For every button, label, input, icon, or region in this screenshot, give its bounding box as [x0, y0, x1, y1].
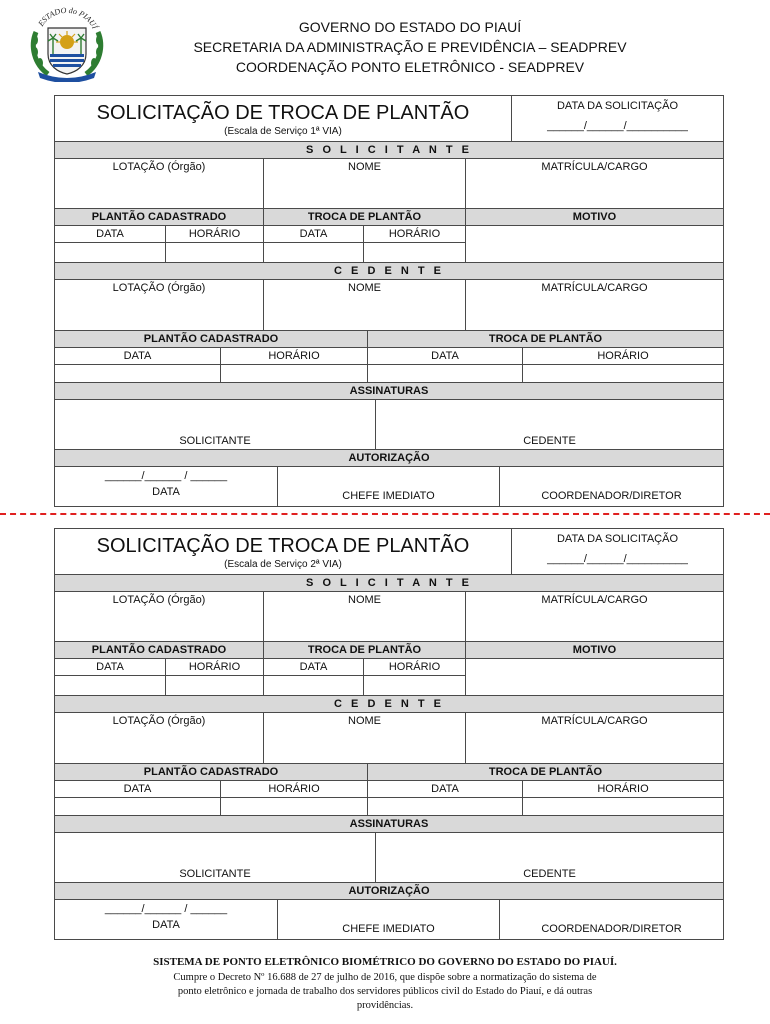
motivo-header: MOTIVO — [465, 209, 723, 225]
horario-label: HORÁRIO — [188, 661, 241, 673]
solicitante-section-header: S O L I C I T A N T E — [55, 574, 723, 592]
header-secretaria: SECRETARIA DA ADMINISTRAÇÃO E PREVIDÊNCIA – SEADPREV — [193, 39, 627, 55]
chefe-imediato-signature-field[interactable] — [277, 467, 499, 506]
cedente-lotacao-field[interactable] — [55, 713, 263, 763]
solicitante-matricula-field[interactable] — [465, 592, 723, 641]
chefe-imediato-signature-field[interactable] — [277, 900, 499, 939]
horario-label: HORÁRIO — [388, 661, 441, 673]
cedente-nome-field[interactable] — [263, 713, 465, 763]
coordenador-signature-field[interactable] — [499, 900, 723, 939]
cedente-troca-horario-input[interactable] — [522, 365, 723, 382]
troca-plantao-header: TROCA DE PLANTÃO — [263, 642, 465, 658]
troca-data-input[interactable] — [263, 243, 363, 262]
plantao-horario-input[interactable] — [165, 243, 263, 262]
data-label: DATA — [123, 783, 152, 795]
authorization-date-blank: ______/______ / ______ — [104, 903, 228, 915]
cedente-lotacao-field[interactable] — [55, 280, 263, 330]
horario-label: HORÁRIO — [268, 350, 320, 362]
solicitante-signature-label: SOLICITANTE — [179, 868, 251, 880]
solicitante-lotacao-field[interactable] — [55, 592, 263, 641]
solicitante-section-header: S O L I C I T A N T E — [55, 141, 723, 159]
cedente-plantao-data-input[interactable] — [55, 798, 220, 815]
motivo-input[interactable] — [465, 659, 723, 695]
authorization-date-field[interactable] — [55, 467, 277, 506]
footer-decree-text — [90, 971, 680, 1013]
plantao-horario-input[interactable] — [165, 676, 263, 695]
coordenador-signature-field[interactable] — [499, 467, 723, 506]
cedente-troca-plantao-header: TROCA DE PLANTÃO — [367, 764, 723, 780]
plantao-data-input[interactable] — [55, 676, 165, 695]
authorization-date-label: DATA — [152, 919, 180, 931]
footer-line-3: providências. — [356, 1000, 414, 1011]
matricula-label: MATRÍCULA/CARGO — [541, 594, 648, 606]
authorization-date-field[interactable] — [55, 900, 277, 939]
footer-line-1: Cumpre o Decreto Nº 16.688 de 27 de julho de 2016, que dispõe sobre a normatização do sistema de — [173, 972, 597, 983]
request-date-label: DATA DA SOLICITAÇÃO — [556, 100, 679, 112]
data-label: DATA — [96, 228, 124, 240]
form-title: SOLICITAÇÃO DE TROCA DE PLANTÃO — [96, 102, 470, 124]
matricula-label: MATRÍCULA/CARGO — [541, 282, 648, 294]
cedente-section-header: C E D E N T E — [55, 695, 723, 713]
horario-label: HORÁRIO — [388, 228, 441, 240]
request-date-field[interactable] — [511, 96, 723, 142]
data-label: DATA — [123, 350, 152, 362]
lotacao-label: LOTAÇÃO (Órgão) — [112, 282, 206, 294]
lotacao-label: LOTAÇÃO (Órgão) — [112, 715, 206, 727]
form-title: SOLICITAÇÃO DE TROCA DE PLANTÃO — [96, 535, 470, 557]
troca-plantao-header: TROCA DE PLANTÃO — [263, 209, 465, 225]
authorization-date-label: DATA — [152, 486, 180, 498]
solicitante-nome-field[interactable] — [263, 159, 465, 208]
solicitante-matricula-field[interactable] — [465, 159, 723, 208]
cedente-troca-data-input[interactable] — [367, 365, 522, 382]
troca-horario-input[interactable] — [363, 676, 465, 695]
cedente-nome-field[interactable] — [263, 280, 465, 330]
horario-label: HORÁRIO — [597, 783, 649, 795]
footer-line-2: ponto eletrônico e jornada de trabalho dos servidores públicos civil do Estado do Piauí, e dá outras — [177, 986, 593, 997]
assinaturas-section-header: ASSINATURAS — [55, 815, 723, 833]
cedente-section-header: C E D E N T E — [55, 262, 723, 280]
request-date-label: DATA DA SOLICITAÇÃO — [556, 533, 679, 545]
cedente-troca-data-input[interactable] — [367, 798, 522, 815]
cedente-plantao-cadastrado-header: PLANTÃO CADASTRADO — [143, 766, 279, 778]
chefe-imediato-label: CHEFE IMEDIATO — [342, 490, 435, 502]
lotacao-label: LOTAÇÃO (Órgão) — [112, 161, 206, 173]
nome-label: NOME — [348, 161, 381, 173]
cedente-matricula-field[interactable] — [465, 713, 723, 763]
chefe-imediato-label: CHEFE IMEDIATO — [342, 923, 435, 935]
motivo-input[interactable] — [465, 226, 723, 262]
solicitante-signature-field[interactable] — [55, 400, 375, 449]
coordenador-label: COORDENADOR/DIRETOR — [541, 490, 682, 502]
solicitante-lotacao-field[interactable] — [55, 159, 263, 208]
autorizacao-section-header: AUTORIZAÇÃO — [55, 449, 723, 467]
data-label: DATA — [431, 350, 459, 362]
motivo-header: MOTIVO — [465, 642, 723, 658]
header-coordenacao: COORDENAÇÃO PONTO ELETRÔNICO - SEADPREV — [235, 59, 585, 75]
cedente-matricula-field[interactable] — [465, 280, 723, 330]
cedente-signature-field[interactable] — [375, 833, 723, 882]
horario-label: HORÁRIO — [597, 350, 649, 362]
horario-label: HORÁRIO — [268, 783, 320, 795]
authorization-date-blank: ______/______ / ______ — [104, 470, 228, 482]
solicitante-nome-field[interactable] — [263, 592, 465, 641]
cedente-plantao-horario-input[interactable] — [220, 798, 367, 815]
autorizacao-section-header: AUTORIZAÇÃO — [55, 882, 723, 900]
cedente-signature-label: CEDENTE — [523, 868, 576, 880]
data-label: DATA — [299, 661, 328, 673]
request-date-field[interactable] — [511, 529, 723, 575]
solicitante-signature-label: SOLICITANTE — [179, 435, 251, 447]
assinaturas-section-header: ASSINATURAS — [55, 382, 723, 400]
data-label: DATA — [96, 661, 124, 673]
cedente-plantao-cadastrado-header: PLANTÃO CADASTRADO — [143, 333, 279, 345]
data-label: DATA — [299, 228, 328, 240]
cedente-troca-horario-input[interactable] — [522, 798, 723, 815]
nome-label: NOME — [348, 594, 381, 606]
data-label: DATA — [431, 783, 459, 795]
cedente-signature-field[interactable] — [375, 400, 723, 449]
troca-data-input[interactable] — [263, 676, 363, 695]
cedente-plantao-horario-input[interactable] — [220, 365, 367, 382]
state-coat-of-arms-logo — [26, 2, 108, 82]
form-subtitle: (Escala de Serviço 2ª VIA) — [224, 559, 342, 570]
plantao-data-input[interactable] — [55, 243, 165, 262]
coordenador-label: COORDENADOR/DIRETOR — [541, 923, 682, 935]
nome-label: NOME — [348, 282, 381, 294]
nome-label: NOME — [348, 715, 381, 727]
horario-label: HORÁRIO — [188, 228, 241, 240]
form-first-copy — [54, 95, 724, 507]
lotacao-label: LOTAÇÃO (Órgão) — [112, 594, 206, 606]
solicitante-signature-field[interactable] — [55, 833, 375, 882]
cedente-signature-label: CEDENTE — [523, 435, 576, 447]
form-subtitle: (Escala de Serviço 1ª VIA) — [224, 126, 342, 137]
cedente-plantao-data-input[interactable] — [55, 365, 220, 382]
plantao-cadastrado-header: PLANTÃO CADASTRADO — [91, 211, 227, 223]
svg-text:ESTADO do PIAUÍ: ESTADO do PIAUÍ — [36, 5, 100, 31]
cut-line — [0, 513, 770, 515]
form-second-copy — [54, 528, 724, 940]
troca-horario-input[interactable] — [363, 243, 465, 262]
plantao-cadastrado-header: PLANTÃO CADASTRADO — [91, 644, 227, 656]
matricula-label: MATRÍCULA/CARGO — [541, 715, 648, 727]
matricula-label: MATRÍCULA/CARGO — [541, 161, 648, 173]
header-government: GOVERNO DO ESTADO DO PIAUÍ — [298, 19, 522, 35]
cedente-troca-plantao-header: TROCA DE PLANTÃO — [367, 331, 723, 347]
footer-title: SISTEMA DE PONTO ELETRÔNICO BIOMÉTRICO DO GOVERNO DO ESTADO DO PIAUÍ. — [153, 956, 617, 968]
request-date-blank: ______/______/__________ — [547, 553, 688, 565]
request-date-blank: ______/______/__________ — [547, 120, 688, 132]
